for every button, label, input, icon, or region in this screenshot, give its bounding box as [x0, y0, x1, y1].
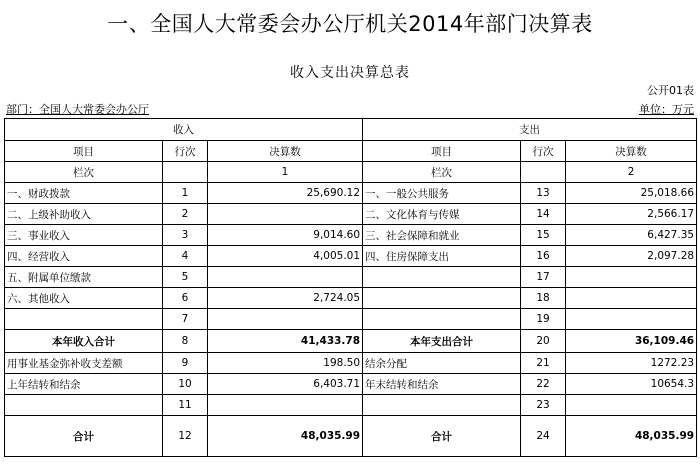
form-code: 公开01表	[647, 84, 694, 97]
table-row	[5, 225, 697, 246]
expense-grand-total-amount: 48,035.99	[566, 416, 697, 457]
page-title: 一、全国人大常委会办公厅机关2014年部门决算表	[107, 12, 593, 36]
income-item: 上年结转和结余	[5, 374, 163, 395]
expense-line: 24	[521, 416, 566, 457]
income-amount	[208, 395, 363, 416]
expense-amount: 2,566.17	[566, 204, 697, 225]
income-item: 三、事业收入	[5, 225, 163, 246]
income-line: 10	[163, 374, 208, 395]
expense-line: 19	[521, 309, 566, 330]
expense-item	[363, 267, 521, 288]
income-year-total-label: 本年收入合计	[5, 330, 163, 353]
income-amount: 25,690.12	[208, 183, 363, 204]
income-item: 一、财政拨款	[5, 183, 163, 204]
expense-line: 20	[521, 330, 566, 353]
income-amount: 198.50	[208, 353, 363, 374]
income-amount: 4,005.01	[208, 246, 363, 267]
empty-cell	[163, 162, 208, 183]
income-amount	[208, 267, 363, 288]
expense-item	[363, 309, 521, 330]
expense-line: 16	[521, 246, 566, 267]
income-grand-total-label: 合计	[5, 416, 163, 457]
income-line: 2	[163, 204, 208, 225]
income-line: 11	[163, 395, 208, 416]
income-item	[5, 309, 163, 330]
expense-line: 15	[521, 225, 566, 246]
expense-line: 21	[521, 353, 566, 374]
income-amount-header: 决算数	[208, 141, 363, 162]
expense-line: 13	[521, 183, 566, 204]
budget-table	[4, 118, 697, 457]
expense-amount: 10654.3	[566, 374, 697, 395]
expense-item: 年末结转和结余	[363, 374, 521, 395]
income-amount: 2,724.05	[208, 288, 363, 309]
income-column-label: 栏次	[5, 162, 163, 183]
income-column-number: 1	[208, 162, 363, 183]
income-line-header: 行次	[163, 141, 208, 162]
expense-year-total-amount: 36,109.46	[566, 330, 697, 353]
expense-line: 22	[521, 374, 566, 395]
table-row	[5, 204, 697, 225]
income-line: 7	[163, 309, 208, 330]
income-item: 五、附属单位缴款	[5, 267, 163, 288]
expense-amount	[566, 395, 697, 416]
table-row	[5, 353, 697, 374]
expense-line: 18	[521, 288, 566, 309]
income-header: 收入	[5, 119, 363, 141]
department-label: 部门：全国人大常委会办公厅	[6, 103, 149, 116]
table-row	[5, 395, 697, 416]
expense-amount-header: 决算数	[566, 141, 697, 162]
table-row	[5, 183, 697, 204]
expense-column-label: 栏次	[363, 162, 521, 183]
income-amount: 6,403.71	[208, 374, 363, 395]
empty-cell	[521, 162, 566, 183]
income-amount	[208, 309, 363, 330]
expense-item: 二、文化体育与传媒	[363, 204, 521, 225]
expense-amount: 25,018.66	[566, 183, 697, 204]
expense-item: 结余分配	[363, 353, 521, 374]
income-amount	[208, 204, 363, 225]
unit-label: 单位：万元	[639, 103, 694, 116]
expense-line: 23	[521, 395, 566, 416]
expense-year-total-label: 本年支出合计	[363, 330, 521, 353]
table-row	[5, 267, 697, 288]
expense-header: 支出	[363, 119, 697, 141]
income-line: 8	[163, 330, 208, 353]
table-row	[5, 246, 697, 267]
expense-amount: 2,097.28	[566, 246, 697, 267]
income-item	[5, 395, 163, 416]
expense-item-header: 项目	[363, 141, 521, 162]
income-line: 12	[163, 416, 208, 457]
income-item: 六、其他收入	[5, 288, 163, 309]
expense-amount: 1272.23	[566, 353, 697, 374]
expense-column-number: 2	[566, 162, 697, 183]
column-header-row	[5, 141, 697, 162]
table-row	[5, 288, 697, 309]
income-item: 用事业基金弥补收支差额	[5, 353, 163, 374]
income-line: 4	[163, 246, 208, 267]
income-item: 四、经营收入	[5, 246, 163, 267]
section-header-row	[5, 119, 697, 141]
expense-item: 四、住房保障支出	[363, 246, 521, 267]
column-number-row	[5, 162, 697, 183]
expense-line-header: 行次	[521, 141, 566, 162]
table-subtitle: 收入支出决算总表	[290, 65, 410, 81]
income-amount: 9,014.60	[208, 225, 363, 246]
grand-total-row	[5, 416, 697, 457]
income-year-total-amount: 41,433.78	[208, 330, 363, 353]
income-line: 9	[163, 353, 208, 374]
income-line: 3	[163, 225, 208, 246]
expense-amount	[566, 309, 697, 330]
expense-item: 一、一般公共服务	[363, 183, 521, 204]
income-line: 1	[163, 183, 208, 204]
table-row	[5, 374, 697, 395]
expense-item	[363, 288, 521, 309]
income-grand-total-amount: 48,035.99	[208, 416, 363, 457]
expense-amount	[566, 288, 697, 309]
table-row	[5, 309, 697, 330]
expense-line: 17	[521, 267, 566, 288]
year-total-row	[5, 330, 697, 353]
income-line: 6	[163, 288, 208, 309]
expense-item	[363, 395, 521, 416]
expense-item: 三、社会保障和就业	[363, 225, 521, 246]
expense-amount	[566, 267, 697, 288]
income-item-header: 项目	[5, 141, 163, 162]
expense-grand-total-label: 合计	[363, 416, 521, 457]
expense-line: 14	[521, 204, 566, 225]
income-item: 二、上级补助收入	[5, 204, 163, 225]
income-line: 5	[163, 267, 208, 288]
expense-amount: 6,427.35	[566, 225, 697, 246]
